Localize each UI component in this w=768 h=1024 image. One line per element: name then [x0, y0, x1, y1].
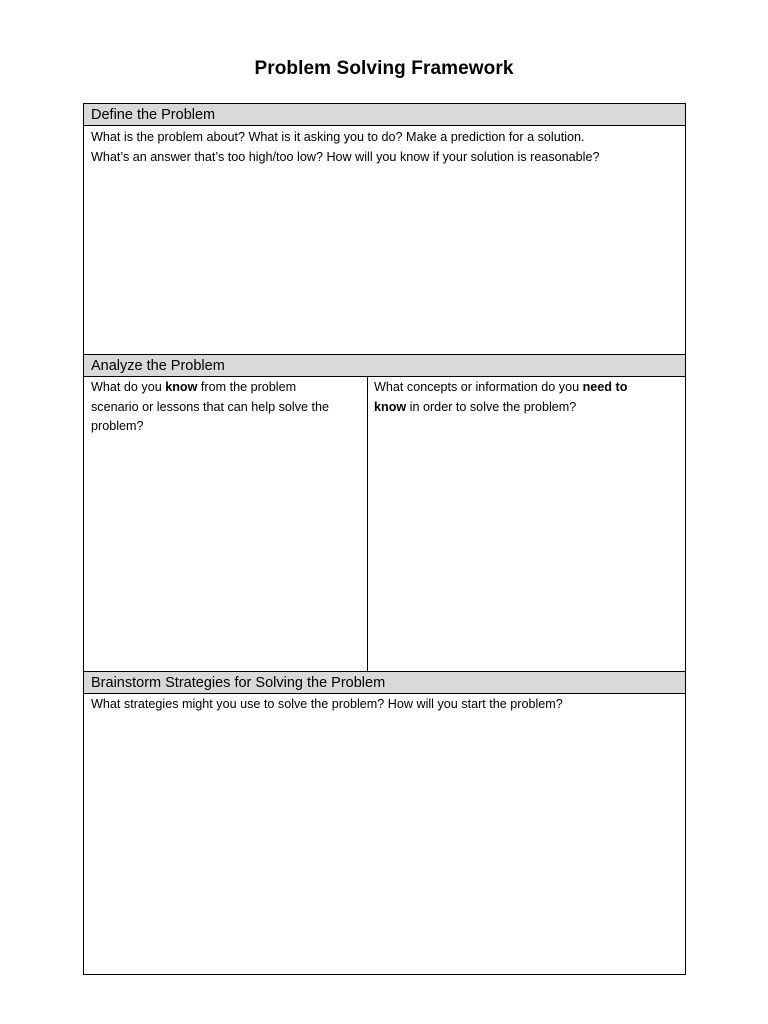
know-prompt-text: What do you — [91, 380, 166, 394]
analyze-problem-header: Analyze the Problem — [84, 355, 685, 377]
page-title: Problem Solving Framework — [254, 58, 514, 79]
know-prompt-text-cont: from the problem — [197, 380, 297, 394]
framework-table — [83, 103, 686, 975]
define-problem-prompt — [91, 128, 681, 167]
need-prompt-text: What concepts or information do you — [374, 380, 583, 394]
know-emphasis-2: know — [374, 399, 407, 414]
analyze-know-prompt — [91, 378, 363, 437]
define-prompt-line-2: What’s an answer that’s too high/too low? How will you know if your solution is reasonable? — [91, 149, 600, 164]
brainstorm-header: Brainstorm Strategies for Solving the Problem — [84, 672, 685, 694]
need-to-emphasis: need to — [582, 380, 628, 394]
know-prompt-line-2: scenario or lessons that can help solve the — [91, 399, 330, 414]
brainstorm-prompt: What strategies might you use to solve the problem? How will you start the problem? — [91, 697, 563, 711]
define-problem-answer-area[interactable] — [84, 168, 685, 354]
define-problem-header: Define the Problem — [84, 104, 685, 126]
know-prompt-line-3: problem? — [91, 419, 144, 433]
know-emphasis: know — [165, 380, 198, 394]
brainstorm-answer-area[interactable] — [84, 716, 685, 974]
analyze-know-answer-area[interactable] — [84, 438, 367, 671]
analyze-need-to-know-prompt — [374, 378, 680, 417]
analyze-need-answer-area[interactable] — [368, 418, 685, 671]
define-prompt-line-1: What is the problem about? What is it asking you to do? Make a prediction for a solution. — [91, 130, 585, 144]
need-prompt-text-cont: in order to solve the problem? — [406, 399, 577, 414]
